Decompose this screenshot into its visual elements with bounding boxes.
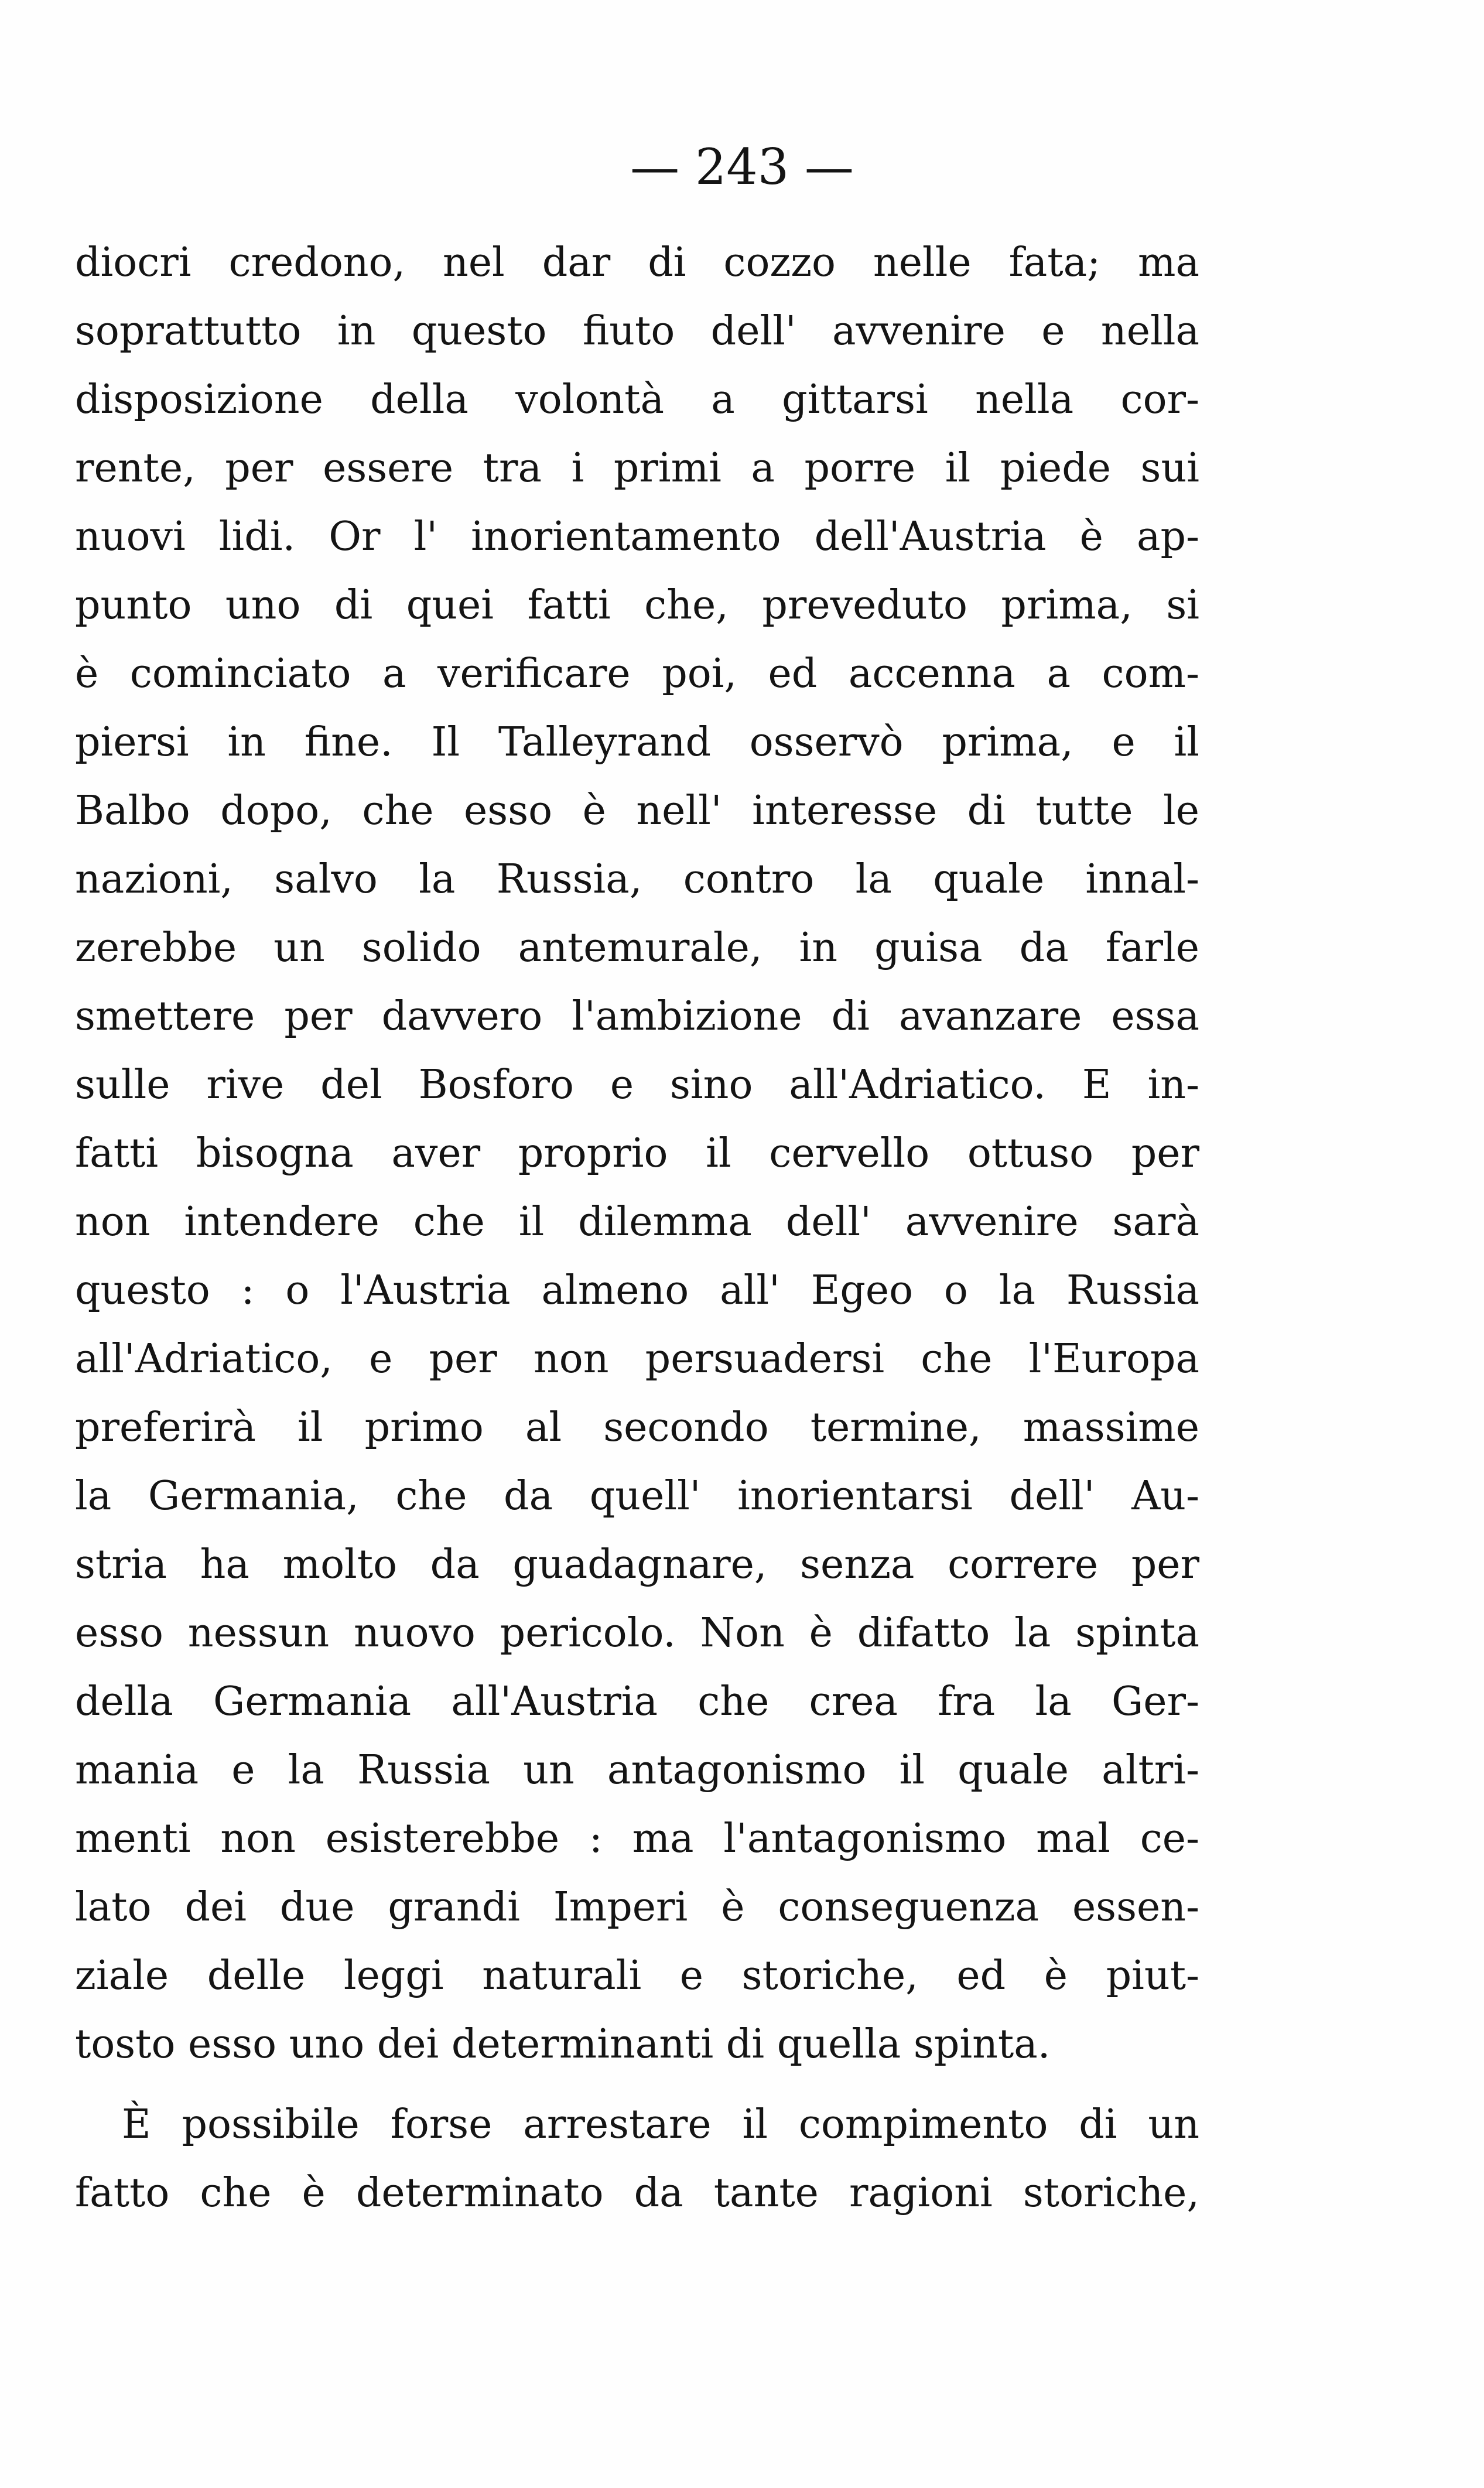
text-line: disposizione della volontà a gittarsi nella cor- <box>75 377 1199 423</box>
text-line: smettere per davvero l'ambizione di avanzare essa <box>75 993 1199 1040</box>
text-line: lato dei due grandi Imperi è conseguenza essen- <box>75 1884 1199 1930</box>
text-line: ziale delle leggi naturali e storiche, ed è piut- <box>75 1953 1199 1999</box>
text-line: fatto che è determinato da tante ragioni storiche, <box>75 2170 1199 2216</box>
text-line: tosto esso uno dei determinanti di quella spinta. <box>75 2021 1051 2067</box>
text-line: all'Adriatico, e per non persuadersi che l'Europa <box>75 1336 1199 1382</box>
text-line: non intendere che il dilemma dell' avvenire sarà <box>75 1199 1199 1245</box>
paragraph-2 <box>75 2090 1199 2227</box>
text-line: nuovi lidi. Or l' inorientamento dell'Austria è ap- <box>75 514 1199 560</box>
text-line: punto uno di quei fatti che, preveduto prima, si <box>75 582 1199 628</box>
page-number: — 243 — <box>630 138 854 196</box>
text-line: È possibile forse arrestare il compimento di un <box>122 2101 1199 2148</box>
text-line: stria ha molto da guadagnare, senza correre per <box>75 1542 1199 1588</box>
text-line: zerebbe un solido antemurale, in guisa da farle <box>75 925 1199 971</box>
text-line: è cominciato a verificare poi, ed accenna a com- <box>75 651 1199 697</box>
text-line: esso nessun nuovo pericolo. Non è difatto la spinta <box>75 1610 1199 1656</box>
text-line: fatti bisogna aver proprio il cervello ottuso per <box>75 1130 1199 1177</box>
text-line: piersi in fine. Il Talleyrand osservò prima, e il <box>75 719 1199 765</box>
text-line: sulle rive del Bosforo e sino all'Adriatico. E in- <box>75 1062 1199 1108</box>
text-line: nazioni, salvo la Russia, contro la quale innal- <box>75 856 1199 903</box>
text-line: rente, per essere tra i primi a porre il piede sui <box>75 445 1199 491</box>
text-line: mania e la Russia un antagonismo il quale altri- <box>75 1747 1199 1793</box>
text-line: diocri credono, nel dar di cozzo nelle fata; ma <box>75 240 1199 286</box>
text-line: della Germania all'Austria che crea fra la Ger- <box>75 1679 1199 1725</box>
paragraph-gap <box>75 2079 1199 2090</box>
text-line: soprattutto in questo fiuto dell' avvenire e nella <box>75 308 1199 354</box>
text-line: la Germania, che da quell' inorientarsi dell' Au- <box>75 1473 1199 1519</box>
paragraph-1 <box>75 228 1199 2079</box>
text-line: menti non esisterebbe : ma l'antagonismo mal ce- <box>75 1816 1199 1862</box>
text-line: Balbo dopo, che esso è nell' interesse di tutte le <box>75 788 1199 834</box>
text-line: preferirà il primo al secondo termine, massime <box>75 1404 1199 1451</box>
body-text <box>75 228 1199 2227</box>
text-line: questo : o l'Austria almeno all' Egeo o la Russia <box>75 1267 1199 1314</box>
